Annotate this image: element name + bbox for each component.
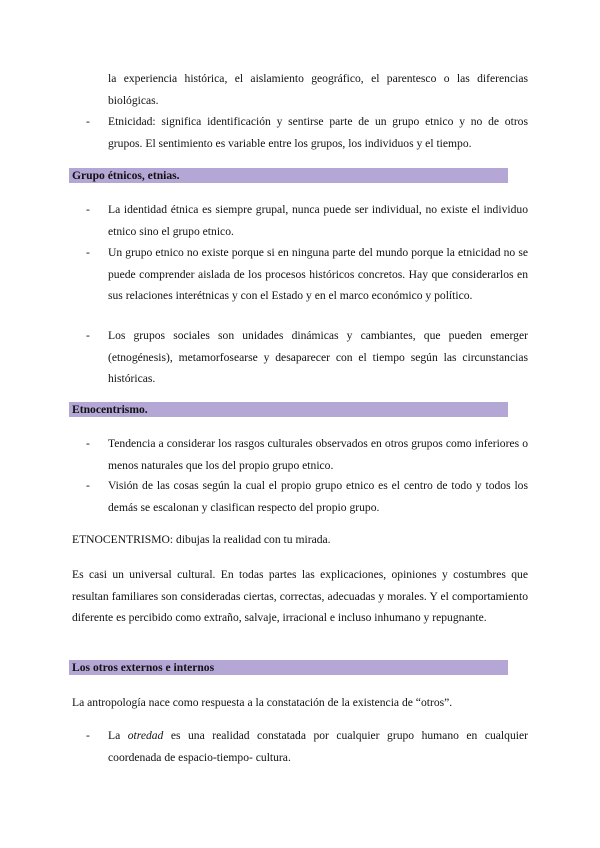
list-item-text: Etnicidad: significa identificación y sentirse parte de un grupo etnico y no de otros grupos. El sentimiento es variable entre los grupos, los individuos y el tiempo. — [108, 115, 528, 150]
list-item-otredad — [86, 725, 528, 768]
otredad-term: otredad — [127, 729, 164, 742]
otredad-rest: es una realidad constatada por cualquier grupo humano en cualquier coordenada de espacio-tiempo- cultura. — [108, 729, 528, 764]
bullet-dash: - — [86, 479, 90, 492]
otredad-prefix: La — [108, 729, 128, 742]
list-item — [86, 433, 528, 476]
list-item — [86, 475, 528, 518]
intro-continuation: la experiencia histórica, el aislamiento geográfico, el parentesco o las diferencias biológicas. — [108, 72, 528, 107]
section-heading-otros: Los otros externos e internos — [69, 660, 508, 675]
bullet-dash: - — [86, 329, 90, 342]
section-heading-grupos-etnicos: Grupo étnicos, etnias. — [69, 168, 508, 183]
bullet-dash: - — [86, 437, 90, 450]
section-heading-etnocentrismo: Etnocentrismo. — [69, 402, 508, 417]
etnocentrismo-paragraph: Es casi un universal cultural. En todas partes las explicaciones, opiniones y costumbres que resultan familiares son consideradas ciertas, correctas, adecuadas y morales. Y el comportamiento diferente es percibido como extraño, salvaje, irracional e incluso inhumano y repugnante. — [72, 568, 528, 624]
list-item — [86, 242, 528, 307]
list-item-text — [108, 725, 528, 768]
list-item-text: Visión de las cosas según la cual el propio grupo etnico es el centro de todo y todos los demás se escalonan y clasifican respecto del propio grupo. — [108, 479, 528, 514]
otros-paragraph: La antropología nace como respuesta a la constatación de la existencia de “otros”. — [72, 696, 453, 709]
bullet-dash: - — [86, 115, 90, 128]
list-item — [86, 325, 528, 390]
list-item-text: Tendencia a considerar los rasgos culturales observados en otros grupos como inferiores o menos naturales que los del propio grupo etnico. — [108, 437, 528, 472]
list-item-text: La identidad étnica es siempre grupal, nunca puede ser individual, no existe el individuo etnico sino el grupo etnico. — [108, 203, 528, 238]
list-item-text: Un grupo etnico no existe porque si en ninguna parte del mundo porque la etnicidad no se puede comprender aislada de los procesos históricos concretos. Hay que considerarlos en sus relaciones interétnicas y con el Estado y en el marco económico y político. — [108, 246, 528, 302]
bullet-dash: - — [86, 729, 90, 742]
list-item-text: Los grupos sociales son unidades dinámicas y cambiantes, que pueden emerger (etnogénesis), metamorfosearse y desaparecer con el tiempo según las circunstancias históricas. — [108, 329, 528, 385]
bullet-dash: - — [86, 203, 90, 216]
list-item-etnicidad — [86, 111, 528, 154]
bullet-dash: - — [86, 246, 90, 259]
etnocentrismo-definition: ETNOCENTRISMO: dibujas la realidad con tu mirada. — [72, 533, 331, 546]
list-item — [86, 199, 528, 242]
